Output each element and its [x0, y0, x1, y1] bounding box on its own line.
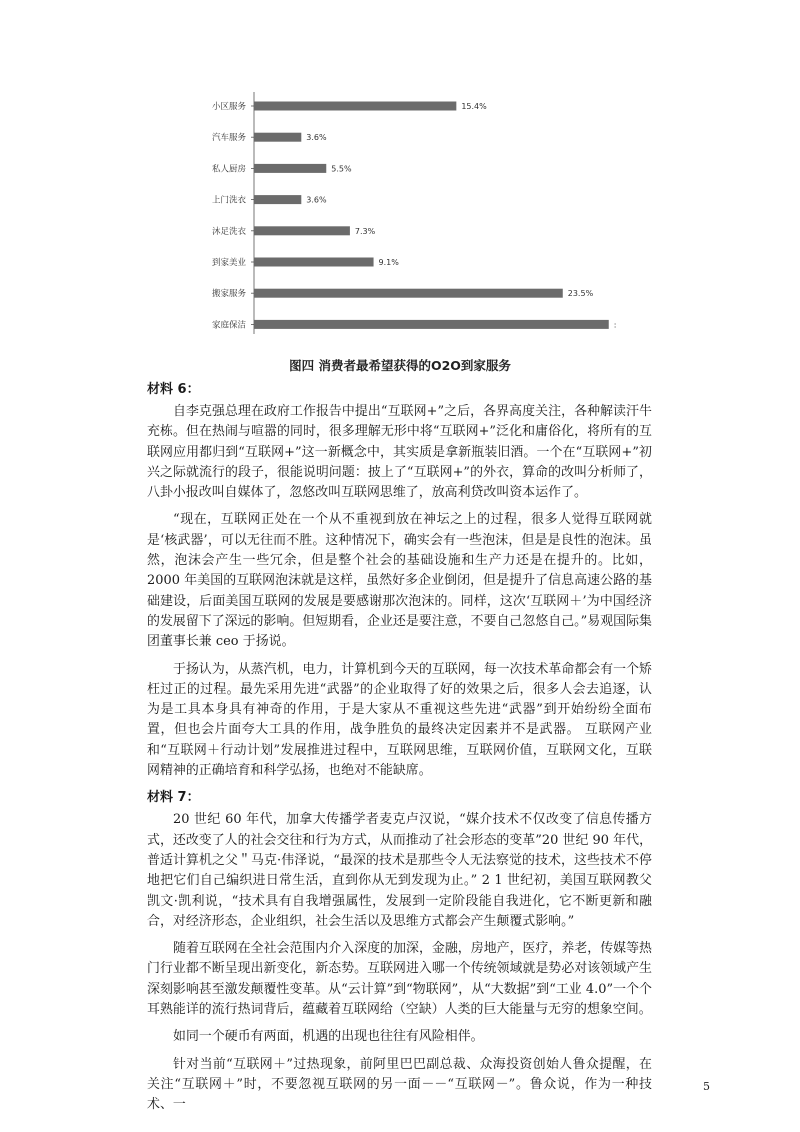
material7-paragraph: 如同一个硬币有两面，机遇的出现也往往有风险相伴。 — [173, 1029, 484, 1045]
material6-paragraph: “现在，互联网正处在一个从不重视到放在神坛之上的过程，很多人觉得互联网就是‘核武器’，可以无往而不胜。这种情况下，确实会有一些泡沫，但是是良性的泡沫。虽然，泡沫会产生一些冗余，但是整个社会的基础设施和生产力还是在提升的。比如，2000 年美国的互联网泡沫就是这样，虽然好多企业倒闭，但是提升了信息高速公路的基础建设，后面美国互联网的发展是要感谢那次泡沫的。同样，这次‘互联网＋’为中国经济的发展留下了深远的影响。但短期看，企业还是要注意，不要自己忽悠自己。”易观国际集团董事长兼 ceo 于扬说。 — [147, 512, 652, 650]
value-label: 5.5% — [331, 164, 352, 174]
bar — [254, 102, 456, 111]
material7-paragraph: 20 世纪 60 年代，加拿大传播学者麦克卢汉说，“媒介技术不仅改变了信息传播方式，还改变了人的社会交往和行为方式，从而推动了社会形态的变革”20 世纪 90 年代，普适计算机之父＂马克·伟泽说，“最深的技术是那些令人无法察觉的技术，这些技术不停地把它们自己编织进日常生活，直到你从无到发现为止。” 2 1 世纪初，美国互联网教父凯文·凯利说，“技术具有自我增强属性，发展到一定阶段能自我进化，它不断更新和融合，对经济形态，企业组织，社会生活以及思维方式都会产生颠覆式影响。” — [147, 812, 653, 929]
bar — [254, 226, 350, 235]
bar — [254, 320, 609, 329]
bar — [254, 258, 374, 267]
value-label: 7.3% — [354, 226, 376, 236]
text-body — [147, 380, 652, 1123]
bar — [254, 164, 326, 173]
value-label: 9.1% — [378, 258, 399, 267]
category-label: 到家美业 — [211, 258, 246, 268]
category-label: 搬家服务 — [211, 289, 246, 300]
material7-paragraph: 随着互联网在全社会范围内介入深度的加深，金融，房地产，医疗，养老，传媒等热门行业都不断呈现出新变化，新态势。互联网进入哪一个传统领域就是势必对该领域产生深刻影响甚至激发颠覆性变革。从“云计算”到“物联网”，从“大数据”到“工业 4.0”一个个耳熟能详的流行热词背后，蕴藏着互联网给（空缺）人类的巨大能量与无穷的想象空间。 — [147, 941, 652, 1018]
bar — [254, 133, 301, 142]
category-label: 汽车服务 — [211, 133, 246, 144]
page-number: 5 — [703, 1080, 710, 1093]
category-label: 私人厨房 — [211, 164, 246, 175]
material6-paragraph: 于扬认为，从蒸汽机，电力，计算机到今天的互联网，每一次技术革命都会有一个矫枉过正的过程。最先采用先进“武器”的企业取得了好的效果之后，很多人会去追逐，认为是工具本身具有神奇的作用，于是大家从不重视这些先进“武器”到开始纷纷全面布置，但也会片面夸大工具的作用，战争胜负的最终决定因素并不是武器。 互联网产业和“互联网＋行动计划”发展推进过程中，互联网思维，互联网价值，互联网文化，互联网精神的正确培育和科学弘扬，也绝对不能缺席。 — [147, 661, 652, 779]
material7-paragraph: 针对当前“互联网＋”过热现象，前阿里巴巴副总裁、众海投资创始人鲁众提醒，在关注“互联网＋”时，不要忽视互联网的另一面－－“互联网－”。鲁众说，作为一种技术、一 — [147, 1056, 652, 1113]
category-label: 家庭保洁 — [211, 320, 246, 331]
chart-caption: 图四 消费者最希望获得的O2O到家服务 — [289, 358, 511, 373]
material6-paragraph: 自李克强总理在政府工作报告中提出“互联网+”之后，各界高度关注，各种解读汗牛充栋。但在热闹与喧嚣的同时，很多理解无形中将“互联网+”泛化和庸俗化，将所有的互联网应用都归到“互联网+”这一新概念中，其实质是拿新瓶装旧酒。一个在“互联网+”初兴之际就流行的段子，很能说明问题：披上了“互联网+”的外衣，算命的改叫分析师了，八卦小报改叫自媒体了，忽悠改叫互联网思维了，放高利贷改叫资本运作了。 — [147, 404, 652, 501]
material7-heading: 材料 7： — [147, 790, 200, 806]
material6-heading: 材料 6： — [147, 382, 200, 397]
category-label: 沐足洗衣 — [211, 226, 246, 237]
category-label: 上门洗衣 — [211, 195, 246, 206]
value-label: 3.6% — [306, 133, 327, 143]
bar — [254, 195, 301, 204]
value-label: 15.4% — [461, 102, 487, 111]
value-label: 23.5% — [567, 289, 594, 299]
value-label: : — [613, 320, 617, 330]
category-label: 小区服务 — [211, 102, 246, 112]
bar-chart — [0, 0, 800, 345]
value-label: 3.6% — [306, 195, 327, 205]
bar — [254, 289, 563, 298]
